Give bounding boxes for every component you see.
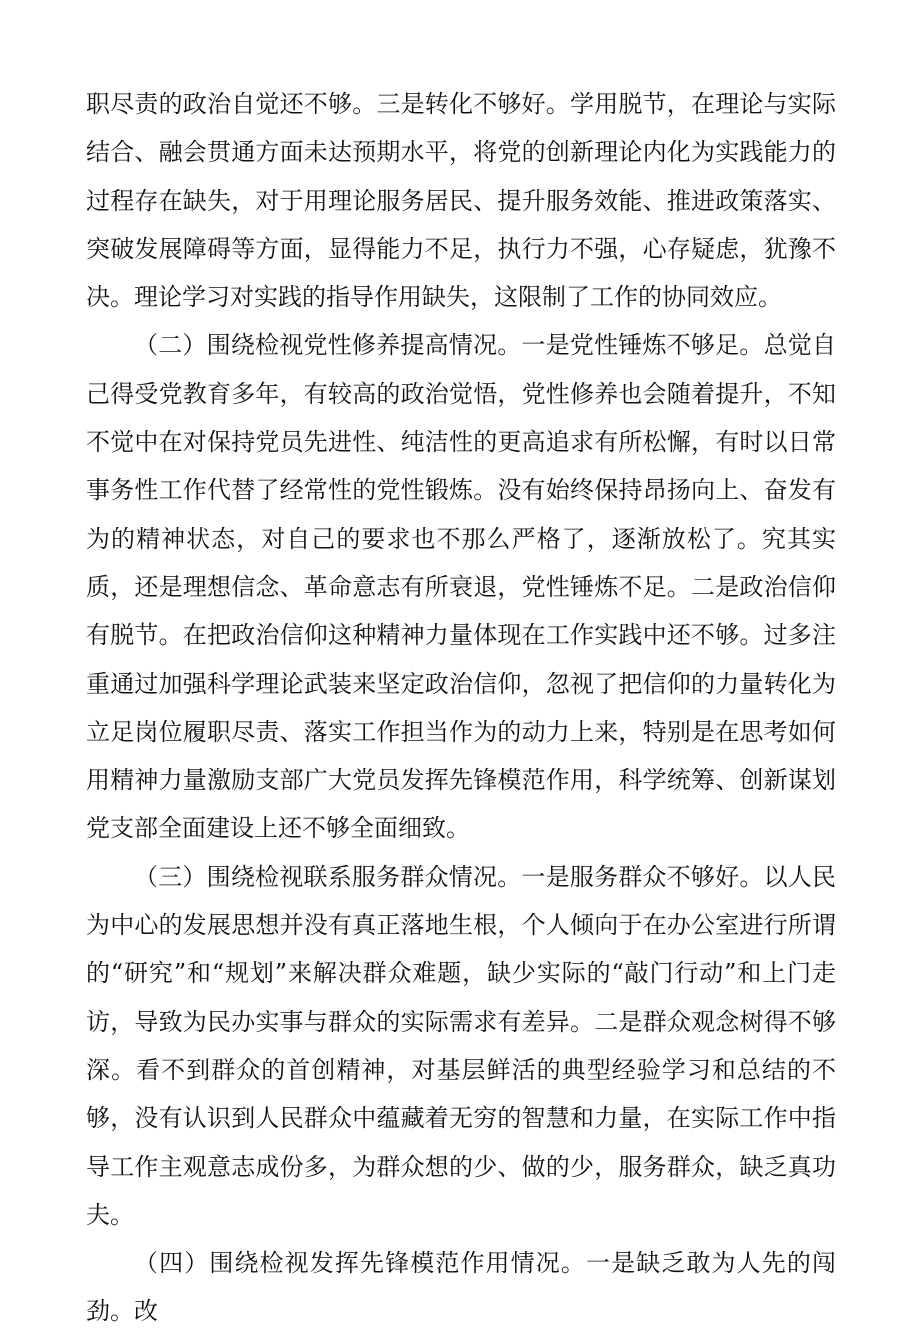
document-body [86,80,836,1336]
paragraph-section-4: （四）围绕检视发挥先锋模范作用情况。一是缺乏敢为人先的闯劲。改 [86,1249,836,1326]
paragraph-section-2: （二）围绕检视党性修养提高情况。一是党性锤炼不够足。总觉自己得受党教育多年，有较高的政治觉悟，党性修养也会随着提升，不知不觉中在对保持党员先进性、纯洁性的更高追求有所松懈，有时以日常事务性工作代替了经常性的党性锻炼。没有始终保持昂扬向上、奋发有为的精神状态，对自己的要求也不那么严格了，逐渐放松了。究其实质，还是理想信念、革命意志有所衰退，党性锤炼不足。二是政治信仰有脱节。在把政治信仰这种精神力量体现在工作实践中还不够。过多注重通过加强科学理论武装来坚定政治信仰，忽视了把信仰的力量转化为立足岗位履职尽责、落实工作担当作为的动力上来，特别是在思考如何用精神力量激励支部广大党员发挥先锋模范作用，科学统筹、创新谋划党支部全面建设上还不够全面细致。 [86,331,836,843]
paragraph-section-3: （三）围绕检视联系服务群众情况。一是服务群众不够好。以人民为中心的发展思想并没有真正落地生根，个人倾向于在办公室进行所谓的“研究”和“规划”来解决群众难题，缺少实际的“敲门行动”和上门走访，导致为民办实事与群众的实际需求有差异。二是群众观念树得不够深。看不到群众的首创精神，对基层鲜活的典型经验学习和总结的不够，没有认识到人民群众中蕴藏着无穷的智慧和力量，在实际工作中指导工作主观意志成份多，为群众想的少、做的少，服务群众，缺乏真功夫。 [86,862,836,1229]
paragraph-continuation: 职尽责的政治自觉还不够。三是转化不够好。学用脱节，在理论与实际结合、融会贯通方面未达预期水平，将党的创新理论内化为实践能力的过程存在缺失，对于用理论服务居民、提升服务效能、推进政策落实、突破发展障碍等方面，显得能力不足，执行力不强，心存疑虑，犹豫不决。理论学习对实践的指导作用缺失，这限制了工作的协同效应。 [86,90,836,312]
